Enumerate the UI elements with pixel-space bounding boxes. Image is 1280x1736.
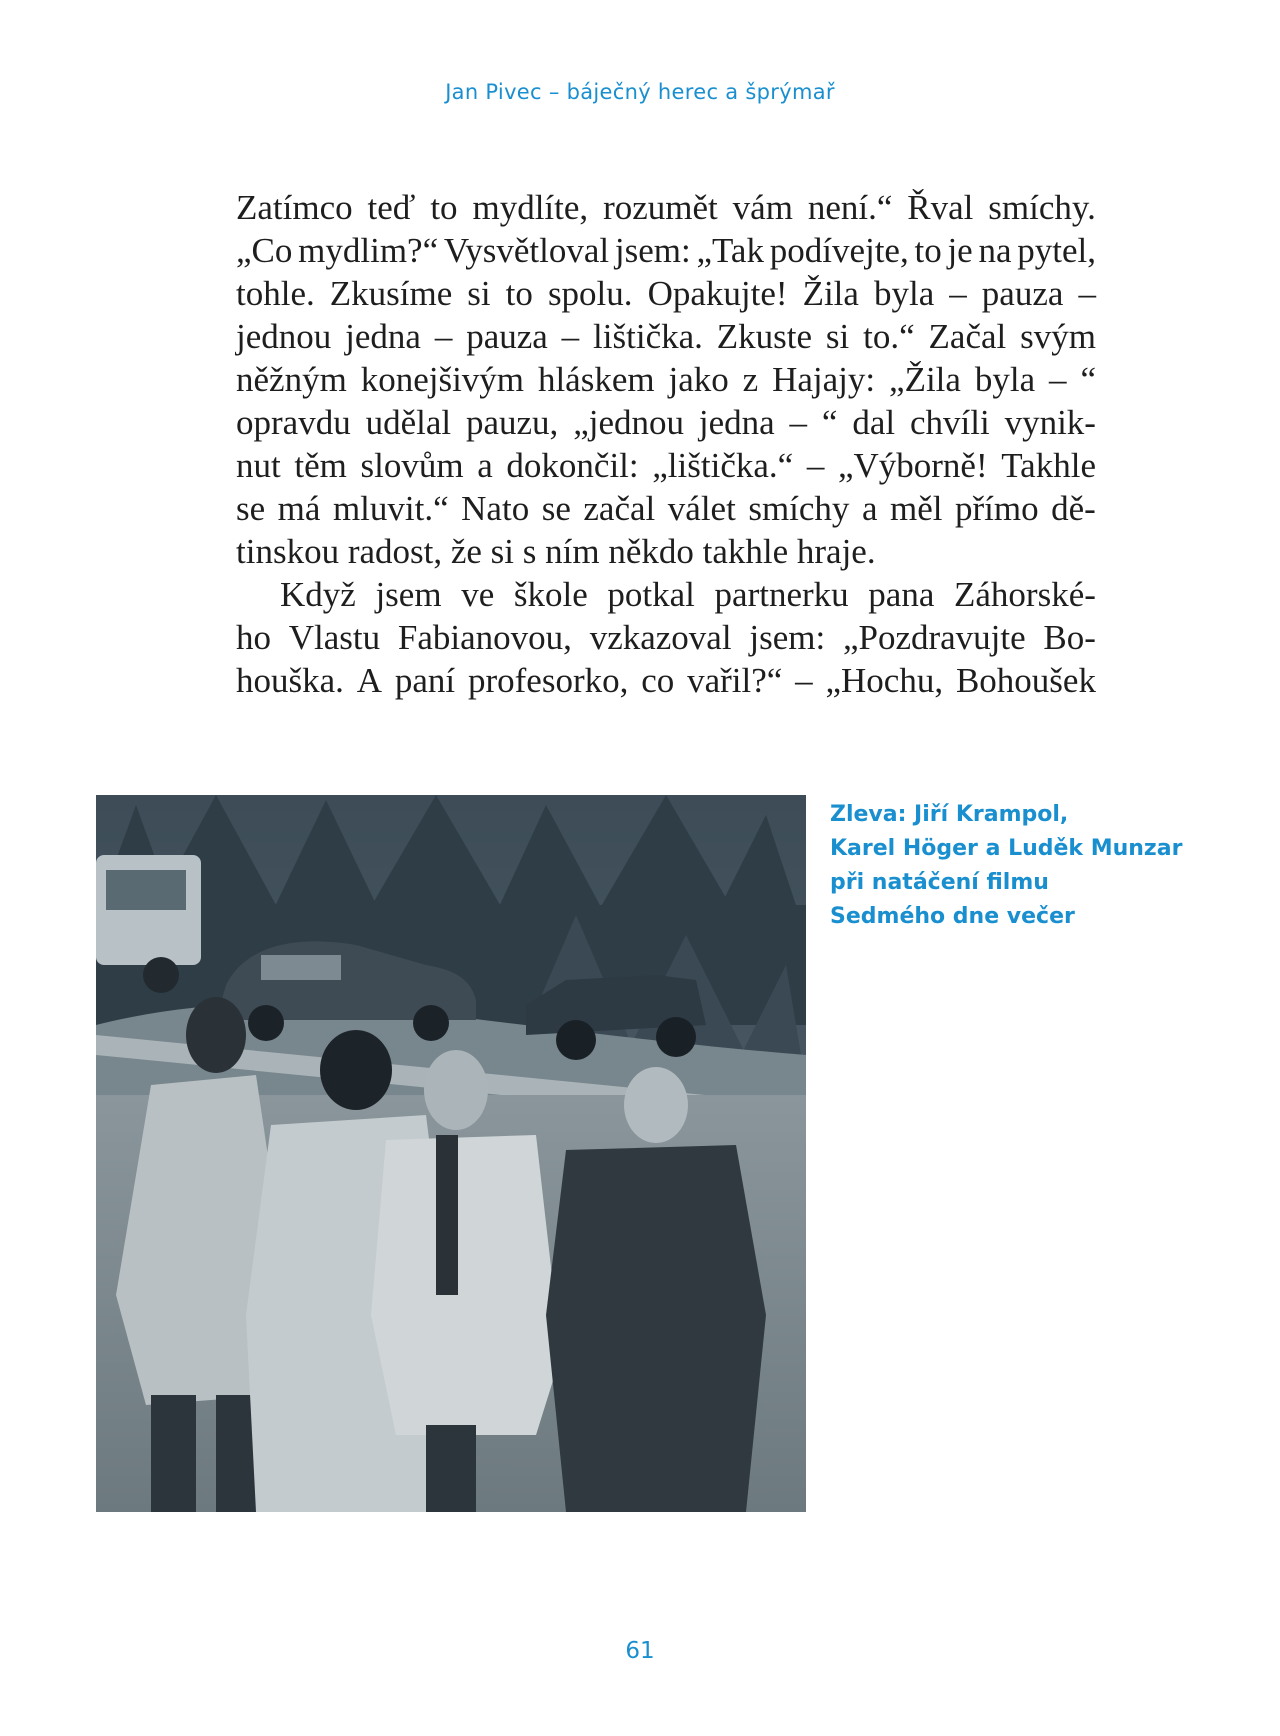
word: pana bbox=[868, 575, 935, 614]
text-line bbox=[236, 444, 1096, 487]
word: má bbox=[277, 489, 321, 528]
word: se bbox=[236, 489, 266, 528]
text-line bbox=[236, 186, 1096, 229]
word: tohle. bbox=[236, 274, 315, 313]
word: – bbox=[1049, 360, 1067, 399]
text-line: tinskou radost, že si s ním někdo takhle hraje. bbox=[236, 532, 876, 571]
word: – bbox=[789, 403, 808, 442]
word: mluvit.“ bbox=[332, 489, 449, 528]
word: Zkuste bbox=[716, 317, 813, 356]
word: jednou bbox=[236, 317, 332, 356]
word: Zatímco bbox=[236, 188, 353, 227]
word: „Pozdravujte bbox=[842, 618, 1026, 657]
word: válet bbox=[667, 489, 736, 528]
text-line bbox=[236, 659, 1096, 702]
word: Záhorské- bbox=[954, 575, 1096, 614]
body-text bbox=[236, 186, 1096, 702]
text-line bbox=[236, 229, 1096, 272]
word: jsem: bbox=[614, 231, 691, 270]
word: jako bbox=[668, 360, 729, 399]
word: něžným bbox=[236, 360, 347, 399]
word: lištička. bbox=[593, 317, 703, 356]
word: smíchy. bbox=[988, 188, 1096, 227]
word: – bbox=[434, 317, 453, 356]
word: smíchy bbox=[748, 489, 850, 528]
word: byla bbox=[974, 360, 1036, 399]
word: konejšivým bbox=[360, 360, 525, 399]
word: pauzu, bbox=[465, 403, 559, 442]
word: spolu. bbox=[547, 274, 633, 313]
word: A bbox=[356, 661, 383, 700]
word: jedna bbox=[698, 403, 775, 442]
word: – bbox=[949, 274, 967, 313]
word: to bbox=[914, 231, 942, 270]
word: nut bbox=[236, 446, 281, 485]
word: teď bbox=[367, 188, 416, 227]
word: mydlim?“ bbox=[298, 231, 439, 270]
word: to.“ bbox=[863, 317, 915, 356]
text-line bbox=[236, 358, 1096, 401]
word: se bbox=[541, 489, 571, 528]
word: „jednou bbox=[573, 403, 684, 442]
caption-line: Karel Höger a Luděk Munzar bbox=[830, 836, 1183, 861]
word: “ bbox=[1080, 360, 1096, 399]
word: hláskem bbox=[537, 360, 655, 399]
word: Takhle bbox=[1001, 446, 1096, 485]
page-number: 61 bbox=[625, 1638, 655, 1664]
text-line bbox=[236, 616, 1096, 659]
word: dě- bbox=[1051, 489, 1096, 528]
word: “ bbox=[821, 403, 838, 442]
word: jsem: bbox=[749, 618, 826, 657]
word: svým bbox=[1020, 317, 1096, 356]
word: „Tak bbox=[696, 231, 764, 270]
word: vynik- bbox=[1004, 403, 1096, 442]
word: Fabianovou, bbox=[397, 618, 572, 657]
word: škole bbox=[513, 575, 588, 614]
word: Bo- bbox=[1043, 618, 1096, 657]
film-set-photo bbox=[96, 795, 806, 1512]
word: „Hochu, bbox=[825, 661, 944, 700]
word: – bbox=[795, 661, 813, 700]
word: přímo bbox=[955, 489, 1039, 528]
word: na bbox=[978, 231, 1012, 270]
word: „Výborně! bbox=[837, 446, 988, 485]
word: těm bbox=[294, 446, 347, 485]
word: paní bbox=[394, 661, 456, 700]
word: pauza bbox=[981, 274, 1064, 313]
word: je bbox=[947, 231, 973, 270]
word: Zkusíme bbox=[329, 274, 453, 313]
text-line bbox=[236, 487, 1096, 530]
text-line bbox=[236, 573, 1096, 616]
word: Když bbox=[280, 575, 356, 614]
word: a bbox=[477, 446, 493, 485]
word: byla bbox=[873, 274, 935, 313]
word: vařil?“ bbox=[687, 661, 783, 700]
word: houška. bbox=[236, 661, 344, 700]
word: podívejte, bbox=[769, 231, 909, 270]
word: „Co bbox=[236, 231, 293, 270]
word: pytel, bbox=[1017, 231, 1096, 270]
word: Bohoušek bbox=[955, 661, 1096, 700]
word: „lištička.“ bbox=[652, 446, 794, 485]
word: si bbox=[825, 317, 850, 356]
word: slovům bbox=[360, 446, 464, 485]
word: a bbox=[861, 489, 878, 528]
word: – bbox=[561, 317, 580, 356]
running-head: Jan Pivec – báječný herec a šprýmař bbox=[445, 80, 835, 104]
word: opravdu bbox=[236, 403, 351, 442]
text-line bbox=[236, 272, 1096, 315]
text-line bbox=[236, 401, 1096, 444]
word: „Žila bbox=[889, 360, 961, 399]
word: – bbox=[806, 446, 825, 485]
word: co bbox=[641, 661, 675, 700]
caption-line: Sedmého dne večer bbox=[830, 904, 1075, 929]
word: chvíli bbox=[909, 403, 990, 442]
word: Vysvětloval bbox=[443, 231, 610, 270]
word: Řval bbox=[907, 188, 974, 227]
word: dokončil: bbox=[506, 446, 639, 485]
word: jedna bbox=[345, 317, 421, 356]
word: měl bbox=[890, 489, 943, 528]
word: udělal bbox=[365, 403, 452, 442]
word: začal bbox=[583, 489, 656, 528]
caption-line: při natáčení filmu bbox=[830, 870, 1049, 895]
word: si bbox=[467, 274, 491, 313]
word: rozumět bbox=[603, 188, 718, 227]
word: dal bbox=[852, 403, 896, 442]
photo-caption bbox=[830, 798, 1230, 934]
word: Žila bbox=[802, 274, 859, 313]
word: – bbox=[1078, 274, 1096, 313]
caption-line: Zleva: Jiří Krampol, bbox=[830, 802, 1069, 827]
word: ve bbox=[461, 575, 495, 614]
word: Opakujte! bbox=[647, 274, 788, 313]
word: Nato bbox=[461, 489, 530, 528]
word: vzkazoval bbox=[589, 618, 732, 657]
word: to bbox=[430, 188, 458, 227]
word: ho bbox=[236, 618, 271, 657]
word: Vlastu bbox=[288, 618, 381, 657]
word: vám bbox=[732, 188, 793, 227]
word: partnerku bbox=[714, 575, 849, 614]
word: profesorko, bbox=[467, 661, 629, 700]
word: Začal bbox=[928, 317, 1007, 356]
word: potkal bbox=[607, 575, 695, 614]
word: mydlíte, bbox=[472, 188, 589, 227]
word: z bbox=[742, 360, 759, 399]
word: Hajajy: bbox=[772, 360, 876, 399]
text-line bbox=[236, 315, 1096, 358]
word: to bbox=[505, 274, 533, 313]
word: jsem bbox=[375, 575, 442, 614]
word: pauza bbox=[466, 317, 548, 356]
word: není.“ bbox=[807, 188, 893, 227]
